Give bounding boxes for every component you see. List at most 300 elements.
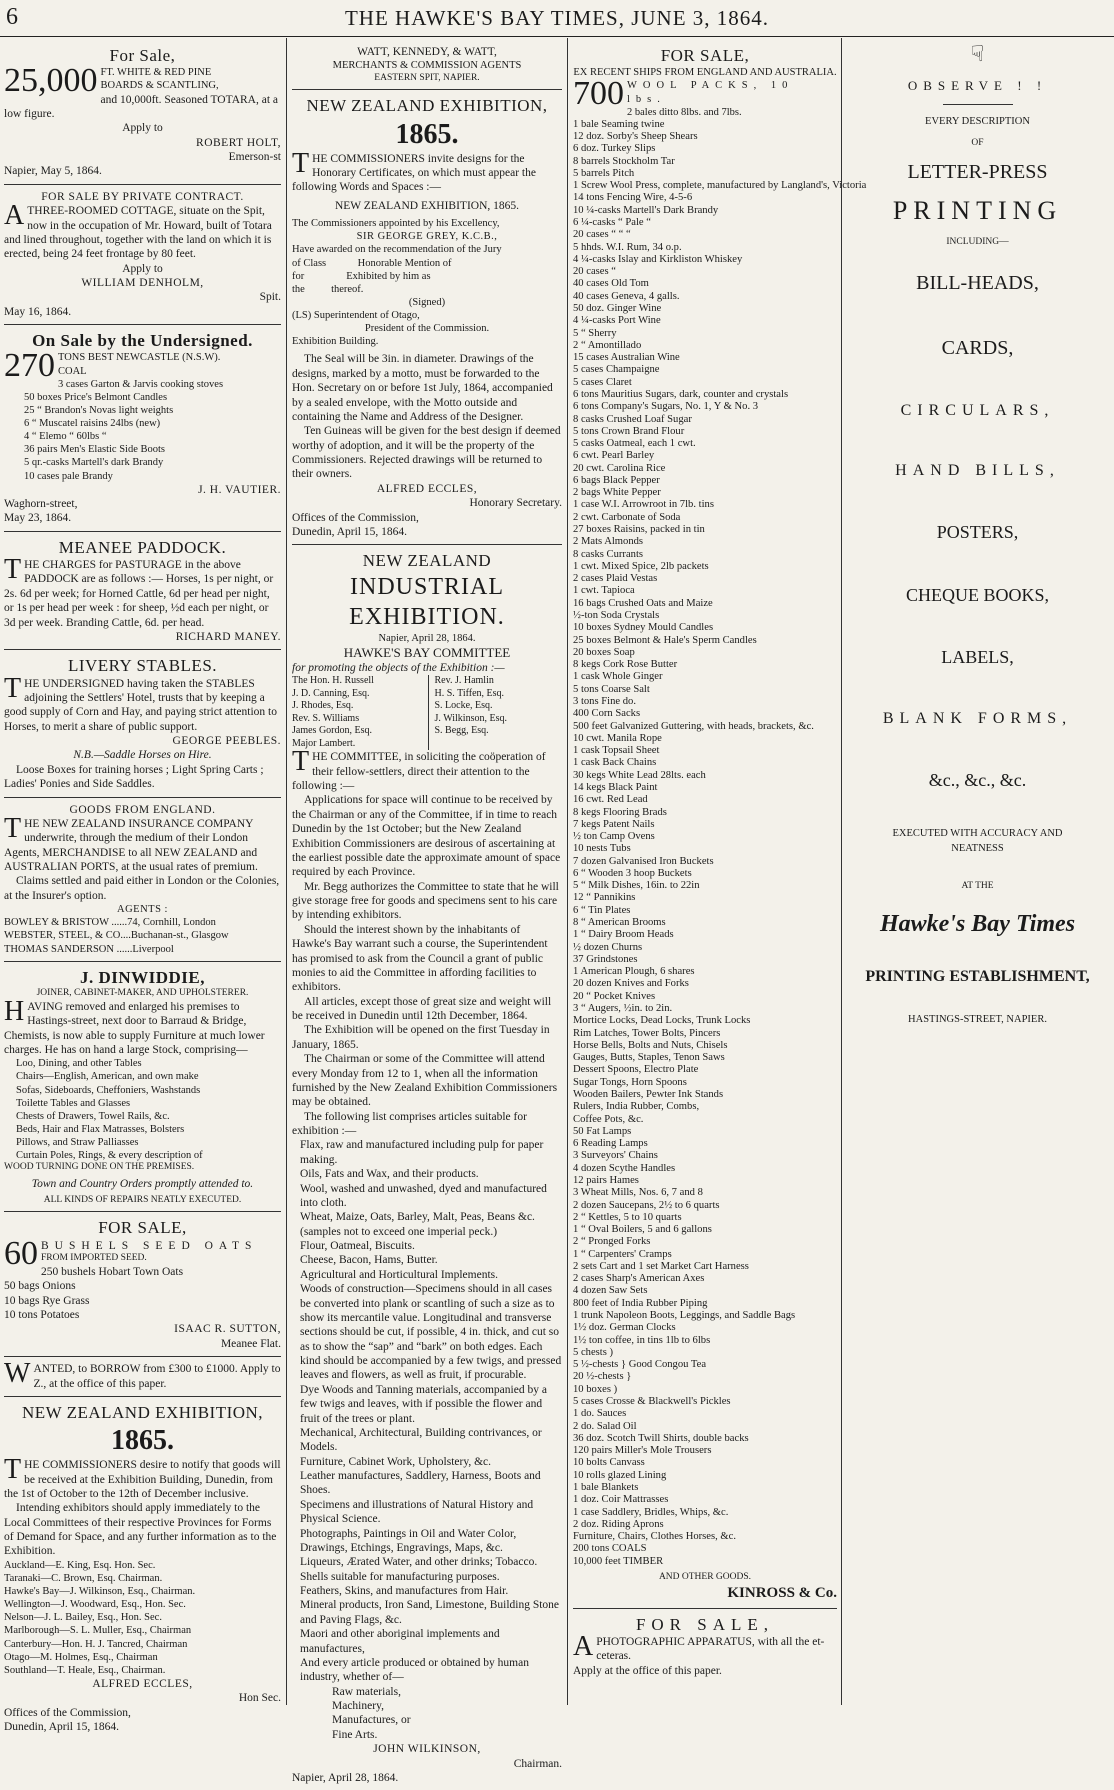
list-item: Wheat, Maize, Oats, Barley, Malt, Peas, Beans &c. (samples not to exceed one imperial peck.) [300,1211,535,1238]
drop-cap: W [4,1358,31,1390]
inventory-item: Rim Latches, Tower Bolts, Pincers [573,1027,721,1039]
ad-line: TONS BEST NEWCASTLE (N.S.W). [58,352,221,364]
inventory-item: 12 pairs Hames [573,1174,639,1186]
ad-number: 700 [573,75,624,113]
ad-line: MERCHANTS & COMMISSION AGENTS [332,60,522,72]
print-line: CARDS, [941,337,1014,360]
inventory-item: ½-ton Soda Crystals [573,610,660,621]
ad-paragraph: Mr. Begg authorizes the Committee to state that he will give storage free for goods and specimens sent to his care by intending exhibitors. [292,880,559,922]
inventory-item: 20 dozen Knives and Forks [573,978,689,990]
list-item: Feathers, Skins, and manufactures from Hair. [300,1585,509,1597]
list-item: Raw materials, [332,1685,401,1698]
list-item: 36 pairs Men's Elastic Side Boots [24,444,166,456]
ad-office: Offices of the Commission, [292,511,419,524]
inventory-item: 5 “ Milk Dishes, 16in. to 22in [573,880,700,892]
ad-line: for Exhibited by him as [292,270,431,282]
print-line: EVERY DESCRIPTION [925,115,1030,127]
inventory-item: 5 “ Sherry [573,327,617,339]
inventory-item: 1 bale Seaming twine [573,118,665,130]
inventory-item: 10 boxes ) [573,1383,618,1395]
inventory-item: 800 feet of India Rubber Piping [573,1297,708,1309]
inventory-item: 10 nests Tubs [573,843,631,855]
column-3 [573,40,867,1703]
inventory-item: 2 bags White Pepper [573,487,661,499]
inventory-item: 6 tons Company's Sugars, No. 1, Y & No. 3 [573,401,759,413]
committee-member: S. Locke, Esq. [434,700,493,712]
ad-cottage [4,185,281,325]
inventory-item: 4 dozen Scythe Handles [573,1162,676,1174]
print-line: BILL-HEADS, [916,272,1039,295]
print-line: CIRCULARS, [900,402,1055,420]
inventory-item: 40 cases Geneva, 4 galls. [573,290,680,302]
ad-heading: On Sale by the Undersigned. [32,331,253,351]
inventory-item: 36 doz. Scotch Twill Shirts, double backs [573,1432,749,1444]
inventory-list [573,118,867,1568]
ad-heading: NEW ZEALAND EXHIBITION, [306,96,548,116]
inventory-item: 500 feet Galvanized Guttering, with heads, brackets, &c. [573,720,814,732]
list-item: Liqueurs, Ærated Water, and other drinks; Tobacco. [300,1556,538,1569]
inventory-item: 1½ doz. German Clocks [573,1322,676,1334]
ad-name: ROBERT HOLT, [196,136,281,149]
ad-date: Dunedin, April 15, 1864. [4,1721,119,1733]
list-item: Machinery, [332,1700,384,1712]
list-item: Marlborough—S. L. Muller, Esq., Chairman [4,1625,192,1637]
inventory-item: ½ ton Camp Ovens [573,831,655,843]
inventory-item: 6 tons Mauritius Sugars, dark, counter and crystals [573,388,789,400]
ad-date: Napier, April 28, 1864. [292,1771,399,1784]
ad-body: ANTED, to BORROW from £300 to £1000. Apply to Z., at the office of this paper. [33,1363,281,1390]
list-item: Auckland—E. King, Esq. Hon. Sec. [4,1559,156,1571]
list-item: Wellington—J. Woodward, Esq., Hon. Sec. [4,1599,186,1611]
ad-extra: Loose Boxes for training horses ; Light Spring Carts ; Ladies' Ponies and Side Saddles. [4,763,264,791]
list-item: 50 boxes Price's Belmont Candles [24,391,168,403]
inventory-item: 8 casks Currants [573,548,644,560]
list-item: BOWLEY & BRISTOW ......74, Cornhill, London [4,917,216,929]
ad-line: Town and Country Orders promptly attended to. [31,1178,254,1191]
ad-line: AND OTHER GOODS. [658,1571,752,1582]
inventory-item: 4 ¼-casks Islay and Kirkliston Whiskey [573,253,743,265]
inventory-item: Wooden Bailers, Pewter Ink Stands [573,1088,724,1100]
inventory-item: 2 Mats Almonds [573,536,644,548]
inventory-item: 3 tons Fine do. [573,695,636,707]
ad-body: THREE-ROOMED COTTAGE, situate on the Spit, now in the occupation of Mr. Howard, built of Totara and lined throughout, together with the land on which it is erected, being 24 feet frontage by 80 feet. [4,205,272,261]
inventory-item: 1 doz. Coir Mattrasses [573,1494,669,1506]
ad-body: PHOTOGRAPHIC APPARATUS, with all the et-ceteras. [596,1635,825,1663]
ad-paragraph: Applications for space will continue to be received by the Chairman or any of the Committee, if in time to reach Dunedin by the 1st October; but the New Zealand Exhibition Commissioners are desirous of ascertaining at the earliest possible date the approximate amount of space required by each Province. [292,794,561,879]
list-item: 3 cases Garton & Jarvis cooking stoves [58,378,224,390]
committee-member: J. D. Canning, Esq. [292,687,370,699]
ad-address: Meanee Flat. [220,1337,281,1350]
inventory-item: Furniture, Chairs, Clothes Horses, &c. [573,1531,737,1543]
inventory-item: 1 “ Dairy Broom Heads [573,929,674,941]
ad-line: The Commissioners appointed by his Excellency, [292,218,500,230]
print-line: INCLUDING— [946,237,1009,248]
ad-year: 1865. [111,1425,174,1457]
list-item: Otago—M. Holmes, Esq., Chairman [4,1651,158,1663]
inventory-item: 2 “ Kettles, 5 to 10 quarts [573,1211,682,1223]
committee-member: J. Rhodes, Esq. [292,700,354,712]
list-item: Shells suitable for manufacturing purposes. [300,1570,500,1583]
inventory-item: 16 bags Crushed Oats and Maize [573,597,713,609]
inventory-item: 5 tons Crown Brand Flour [573,425,685,437]
inventory-item: 20 “ Pocket Knives [573,990,656,1002]
list-item: Loo, Dining, and other Tables [16,1058,142,1070]
inventory-item: 1 Screw Wool Press, complete, manufactured by Langland's, Victoria [573,180,867,192]
inventory-item: 1 do. Sauces [573,1408,627,1420]
inventory-item: 1 bale Blankets [573,1481,639,1493]
ad-heading: FOR SALE, [98,1218,187,1238]
inventory-item: 10 rolls glazed Lining [573,1469,667,1481]
inventory-item: 5 cases Crosse & Blackwell's Pickles [573,1396,731,1407]
inventory-item: 2 “ Amontillado [573,339,642,351]
ad-heading: FOR SALE, [660,46,750,65]
ad-purpose: for promoting the objects of the Exhibition :— [292,661,505,674]
print-line: AT THE [961,881,994,892]
inventory-item: 1 trunk Napoleon Boots, Leggings, and Saddle Bags [573,1310,796,1322]
ad-dinwiddie [4,962,281,1213]
list-item: 25 “ Brandon's Novas light weights [24,404,174,416]
inventory-item: 7 dozen Galvanised Iron Buckets [573,855,714,867]
list-item: 250 bushels Hobart Town Oats [41,1265,184,1278]
ad-subheading: HAWKE'S BAY COMMITTEE [343,644,511,660]
list-item: Beds, Hair and Flax Matrasses, Bolsters [16,1123,185,1135]
ad-apply: Apply to [122,262,163,275]
ad-body: AVING removed and enlarged his premises to Hastings-street, next door to Barraud & Bridge, Chemists, is now able to supply Furniture at much lower charges. He has on hand a large Stock, comprising— [4,1000,265,1056]
inventory-item: 10 cwt. Manila Rope [573,732,662,744]
committee-member: The Hon. H. Russell [292,675,374,687]
ad-kinross [573,40,867,1609]
list-item: WEBSTER, STEEL, & CO....Buchanan-st., Glasgow [4,930,229,942]
list-item: Pillows, and Straw Palliasses [16,1137,139,1148]
ad-paragraph: Should the interest shown by the inhabitants of Hawke's Bay warrant such a course, the Superintendent has promised to ask from the Council a grant of public monies to aid the Committee in affording facilities to exhibitors. [292,923,548,994]
list-item: Furniture, Cabinet Work, Upholstery, &c. [300,1455,492,1468]
divider [943,104,1013,105]
ad-body: HE NEW ZEALAND INSURANCE COMPANY underwrite, through the medium of their London Agents, MERCHANDISE to all NEW ZEALAND and AUSTRALIAN PORTS, at the usual rates of premium. [4,817,258,873]
ad-line: SIR GEORGE GREY, K.C.B., [356,231,498,243]
ad-line: WOOD TURNING DONE ON THE PREMISES. [4,1162,195,1173]
ad-nze-designs [292,90,562,545]
ad-line: 2 bales ditto 8lbs. and 7lbs. [627,106,742,118]
inventory-item: Rulers, India Rubber, Combs, [573,1101,700,1113]
ad-paragraph: The Exhibition will be opened on the first Tuesday in January, 1865. [292,1024,550,1051]
print-line: PRINTING ESTABLISHMENT, [865,968,1090,986]
list-item: 4 “ Elemo “ 60lbs “ [24,431,107,443]
inventory-item: 12 doz. Sorby's Sheep Shears [573,131,698,143]
ad-heading: For Sale, [109,46,176,65]
inventory-item: 2 sets Cart and 1 set Market Cart Harness [573,1260,749,1272]
inventory-item: 4 ¼-casks Port Wine [573,315,661,327]
inventory-item: 20 cases “ [573,266,616,278]
ad-line: ALL KINDS OF REPAIRS NEATLY EXECUTED. [43,1194,242,1205]
column-2 [292,40,562,1784]
list-item: Sofas, Sideboards, Cheffoniers, Washstands [16,1084,201,1096]
ad-line: Exhibition Building. [292,336,379,348]
print-line: NEATNESS [951,843,1004,855]
list-item: Wool, washed and unwashed, dyed and manufactured into cloth. [300,1182,547,1209]
inventory-item: 2 dozen Saucepans, 2½ to 6 quarts [573,1199,720,1211]
list-item: Curtain Poles, Rings, & every description of [16,1150,203,1162]
list-item: Canterbury—Hon. H. J. Tancred, Chairman [4,1638,188,1650]
ad-name: ALFRED ECCLES, [92,1677,193,1690]
inventory-item: 6 Reading Lamps [573,1138,648,1150]
inventory-item: ½ dozen Churns [573,941,643,953]
list-item: Southland—T. Heale, Esq., Chairman. [4,1664,166,1676]
inventory-item: 4 dozen Saw Sets [573,1285,648,1297]
list-item: Mineral products, Iron Sand, Limestone, Building Stone and Paving Flags, &c. [300,1599,560,1626]
inventory-item: 2 cases Plaid Vestas [573,573,658,585]
inventory-item: 120 pairs Miller's Mole Trousers [573,1445,712,1457]
ad-line: (LS) Superintendent of Otago, [292,310,420,321]
ad-goods [4,798,281,962]
ad-subheading: JOINER, CABINET-MAKER, AND UPHOLSTERER. [36,987,249,998]
inventory-item: 10,000 feet TIMBER [573,1555,664,1567]
print-line: LETTER-PRESS [907,160,1048,183]
ad-body: HE COMMISSIONERS desire to notify that goods will be received at the Exhibition Building, Dunedin, from the 1st of October to the 12th of December inclusive. [4,1459,281,1500]
ad-apply: Apply to [122,122,163,135]
print-line: HAND BILLS, [895,462,1060,480]
inventory-item: 5 cases Champaigne [573,364,660,376]
ad-line: of Class Honorable Mention of [292,257,452,269]
committee-member: Rev. S. Williams [292,712,360,724]
inventory-item: 15 cases Australian Wine [573,352,680,364]
inventory-item: 8 casks Crushed Loaf Sugar [573,413,692,425]
list-item: Dye Woods and Tanning materials, accompanied by a few twigs and leaves, with if possible the flower and fruit of the trees or plant. [300,1383,547,1425]
column-4 [845,40,1110,1703]
print-line: EXECUTED WITH ACCURACY AND [892,828,1063,840]
inventory-item: 50 doz. Ginger Wine [573,302,662,314]
inventory-item: 5 chests ) [573,1346,614,1358]
masthead-title: THE HAWKE'S BAY TIMES, JUNE 3, 1864. [344,6,770,30]
ad-meanee [4,532,281,651]
ad-label: AGENTS : [117,904,168,916]
ad-heading: NEW ZEALAND EXHIBITION, [21,1402,264,1422]
inventory-item: Coffee Pots, &c. [573,1113,644,1125]
ad-name: JOHN WILKINSON, [373,1743,481,1756]
inventory-item: 37 Grindstones [573,953,638,965]
committee-table [292,675,562,750]
ad-note: N.B.—Saddle Horses on Hire. [73,749,212,762]
committee-member: James Gordon, Esq. [292,725,372,737]
inventory-item: Sugar Tongs, Horn Spoons [573,1076,687,1088]
ad-timber [4,40,281,185]
ad-name: WILLIAM DENHOLM, [81,277,204,289]
ad-body: Intending exhibitors should apply immediately to the Local Committees of their respective Provinces for Forms of Demand for Space, and any further information as to the Exhibition. [4,1502,277,1558]
list-item: Maori and other aboriginal implements and manufactures, [300,1628,500,1655]
list-item: 5 qr.-casks Martell's dark Brandy [24,457,164,469]
inventory-item: 5 ½-chests } Good Congou Tea [573,1359,707,1371]
ad-line: President of the Commission. [364,323,490,335]
inventory-item: Gauges, Butts, Staples, Tenon Saws [573,1052,725,1064]
inventory-item: 1 cask Topsail Sheet [573,745,660,757]
inventory-item: 3 Wheat Mills, Nos. 6, 7 and 8 [573,1187,703,1199]
list-item: Cheese, Bacon, Hams, Butter. [300,1254,438,1267]
ad-line: WATT, KENNEDY, & WATT, [357,46,497,58]
ad-industrial [292,545,562,1790]
print-line: LABELS, [941,647,1014,668]
committee-member: Rev. J. Hamlin [434,675,494,687]
inventory-item: 5 hhds. W.I. Rum, 34 o.p. [573,241,682,253]
inventory-item: 27 boxes Raisins, packed in tin [573,524,705,536]
inventory-item: 5 cases Claret [573,376,632,388]
list-item: 10 bags Rye Grass [4,1294,90,1307]
inventory-item: 1 American Plough, 6 shares [573,966,695,978]
ad-subheading: EX RECENT SHIPS FROM ENGLAND AND AUSTRALIA. [573,67,837,79]
list-item: Flour, Oatmeal, Biscuits. [300,1240,415,1252]
drop-cap: T [4,812,22,844]
ad-watt [292,40,562,90]
inventory-item: 30 kegs White Lead 28lts. each [573,769,706,781]
ad-address: Waghorn-street, [4,498,78,510]
ad-year: 1865. [395,118,459,150]
ad-body: Ten Guineas will be given for the best design if deemed worthy of adoption, and it will be the property of the Commissioners. Rejected drawings will be returned to their owners. [292,425,561,481]
drop-cap: H [4,995,25,1027]
inventory-item: 6 ¼-casks “ Pale “ [573,217,651,228]
list-item: Fine Arts. [332,1728,378,1741]
inventory-item: 400 Corn Sacks [573,708,641,720]
ad-title: Hon Sec. [238,1692,281,1705]
ad-livery [4,650,281,797]
list-item: Chairs—English, American, and own make [16,1071,199,1083]
ad-body: Apply at the office of this paper. [573,1664,722,1677]
drop-cap: T [4,672,22,704]
inventory-item: 8 barrels Stockholm Tar [573,155,675,167]
ad-heading: FOR SALE, [635,1614,775,1634]
list-item: And every article produced or obtained by human industry, whether of— [300,1656,529,1684]
ad-subheading: NEW ZEALAND EXHIBITION, 1865. [334,199,520,212]
inventory-item: 1 case W.I. Arrowroot in 7lb. tins [573,499,714,511]
list-item: 10 cases pale Brandy [24,470,113,482]
inventory-item: 1 case Saddlery, Bridles, Whips, &c. [573,1506,729,1518]
inventory-item: 6 cwt. Pearl Barley [573,450,655,462]
inventory-item: 1 cwt. Mixed Spice, 2lb packets [573,560,709,572]
inventory-item: 1 cask Back Chains [573,757,657,769]
ad-body: The Seal will be 3in. in diameter. Drawings of the designs, marked by a motto, must be forwarded to the Hon. Secretary on or before 1st July, 1864, accompanied by a sealed envelope, with the Motto outside and containing the Name and Address of the Designer. [292,353,553,423]
inventory-item: 20 cases “ “ “ [573,229,631,241]
list-item: Leather manufactures, Saddlery, Harness, Boots and Shoes. [300,1470,541,1497]
ad-number: 60 [4,1234,38,1272]
inventory-item: 2 doz. Riding Aprons [573,1518,664,1530]
ad-body: and 10,000ft. Seasoned TOTARA, at a low figure. [4,93,279,120]
inventory-item: 20 cwt. Carolina Rice [573,462,666,474]
ad-sutton [4,1212,281,1357]
ad-office: Offices of the Commission, [4,1706,131,1719]
inventory-item: 3 Surveyors' Chains [573,1150,658,1162]
ad-vautier [4,325,281,532]
inventory-item: 1 “ Carpenters' Cramps [573,1248,672,1260]
inventory-item: 40 cases Old Tom [573,278,649,290]
ad-date: May 23, 1864. [4,512,72,525]
ad-date: Napier, May 5, 1864. [4,165,102,178]
ad-number: 270 [4,347,55,385]
ad-body: HE COMMITTEE, in soliciting the coöperation of their fellow-settlers, direct their attention to the following :— [292,751,546,792]
print-line: &c., &c., &c. [928,769,1027,790]
list-item: Mechanical, Architectural, Building contrivances, or Models. [300,1426,542,1454]
observe-heading: OBSERVE ! ! [907,77,1048,93]
inventory-item: 8 kegs Cork Rose Butter [573,659,678,671]
page-number: 6 [6,4,18,30]
inventory-item: 6 doz. Turkey Slips [573,143,656,155]
list-item: Chests of Drawers, Towel Rails, &c. [16,1110,170,1122]
paper-name: Hawke's Bay Times [879,911,1076,938]
ad-title: Honorary Secretary. [469,497,562,510]
inventory-item: 20 ½-chests } [573,1371,632,1383]
inventory-item: 1½ ton coffee, in tins 1lb to 6lbs [573,1334,711,1346]
print-line: OF [971,137,984,148]
list-item: Oils, Fats and Wax, and their products. [300,1168,479,1181]
inventory-item: 2 cwt. Carbonate of Soda [573,511,681,523]
list-item: Taranaki—C. Brown, Esq. Chairman. [4,1572,163,1584]
column-1 [4,40,281,1733]
ad-paragraph: The following list comprises articles suitable for exhibition :— [292,1110,527,1137]
drop-cap: T [292,746,310,778]
masthead [0,0,1114,37]
ad-line: FT. WHITE & RED PINE [100,67,212,79]
inventory-item: 10 boxes Sydney Mould Candles [573,622,714,634]
print-line: PRINTING [892,195,1063,225]
inventory-item: 50 Fat Lamps [573,1125,632,1137]
ad-address: Emerson-st [228,151,281,163]
ad-address: Spit. [259,291,281,304]
inventory-item: 16 cwt. Red Lead [573,794,648,806]
pointing-hand-icon: ☟ [970,41,985,66]
inventory-item: Horse Bells, Bolts and Nuts, Chisels [573,1039,728,1051]
ad-name: ALFRED ECCLES, [376,482,478,495]
ad-photo [573,1609,837,1683]
committee-member: S. Begg, Esq. [434,725,489,737]
ad-line: BOARDS & SCANTLING, [100,80,219,92]
ad-line: the thereof. [292,283,364,295]
ad-line: COAL [58,365,87,377]
inventory-item: 25 boxes Belmont & Hale's Sperm Candles [573,634,757,646]
print-line: HASTINGS-STREET, NAPIER. [908,1014,1047,1026]
drop-cap: T [4,554,22,585]
print-line: BLANK FORMS, [882,709,1073,727]
inventory-item: 5 tons Coarse Salt [573,683,650,695]
list-item: Manufactures, or [332,1714,411,1727]
ad-body: HE COMMISSIONERS invite designs for the Honorary Certificates, on which must appear the following Words and Spaces :— [292,152,536,194]
list-item: 6 “ Muscatel raisins 24lbs (new) [24,418,161,429]
ad-number: 25,000 [4,62,98,100]
drop-cap: T [4,1454,22,1486]
column-rule [567,38,568,1705]
inventory-item: 20 boxes Soap [573,646,635,658]
ad-line: FROM IMPORTED SEED. [41,1253,147,1263]
list-item: Nelson—J. L. Bailey, Esq., Hon. Sec. [4,1612,162,1624]
ad-name: J. H. VAUTIER. [198,483,281,496]
ad-wanted [4,1357,281,1397]
inventory-item: 1 “ Oval Boilers, 5 and 6 gallons [573,1224,712,1236]
inventory-item: 1 cwt. Tapioca [573,585,635,597]
inventory-item: 5 casks Oatmeal, each 1 cwt. [573,438,696,450]
ad-line: WOOL PACKS, 10 lbs. [627,80,794,105]
inventory-item: 14 tons Fencing Wire, 4-5-6 [573,192,693,204]
inventory-item: 8 kegs Flooring Brads [573,806,667,818]
column-rule [286,38,287,1705]
ad-body: HE UNDERSIGNED having taken the STABLES adjoining the Settlers' Hotel, trusts that by keeping a good supply of Corn and Hay, and paying strict attention to Horses, to merit a share of public support. [4,677,277,733]
ad-heading: J. DINWIDDIE, [79,967,206,987]
ad-line: (Signed) [408,296,446,308]
inventory-item: 200 tons COALS [573,1543,647,1555]
ad-heading: LIVERY STABLES. [67,656,218,676]
ad-nze-notice [4,1397,281,1740]
ad-name: RICHARD MANEY. [175,630,281,643]
committee-member: Major Lambert. [292,737,356,749]
committee-member: J. Wilkinson, Esq. [434,712,507,724]
inventory-item: 2 cases Sharp's American Axes [573,1273,705,1285]
print-line: CHEQUE BOOKS, [905,584,1049,605]
inventory-item: 1 cask Whole Ginger [573,671,663,683]
list-item: Flax, raw and manufactured including pulp for paper making. [300,1139,544,1166]
